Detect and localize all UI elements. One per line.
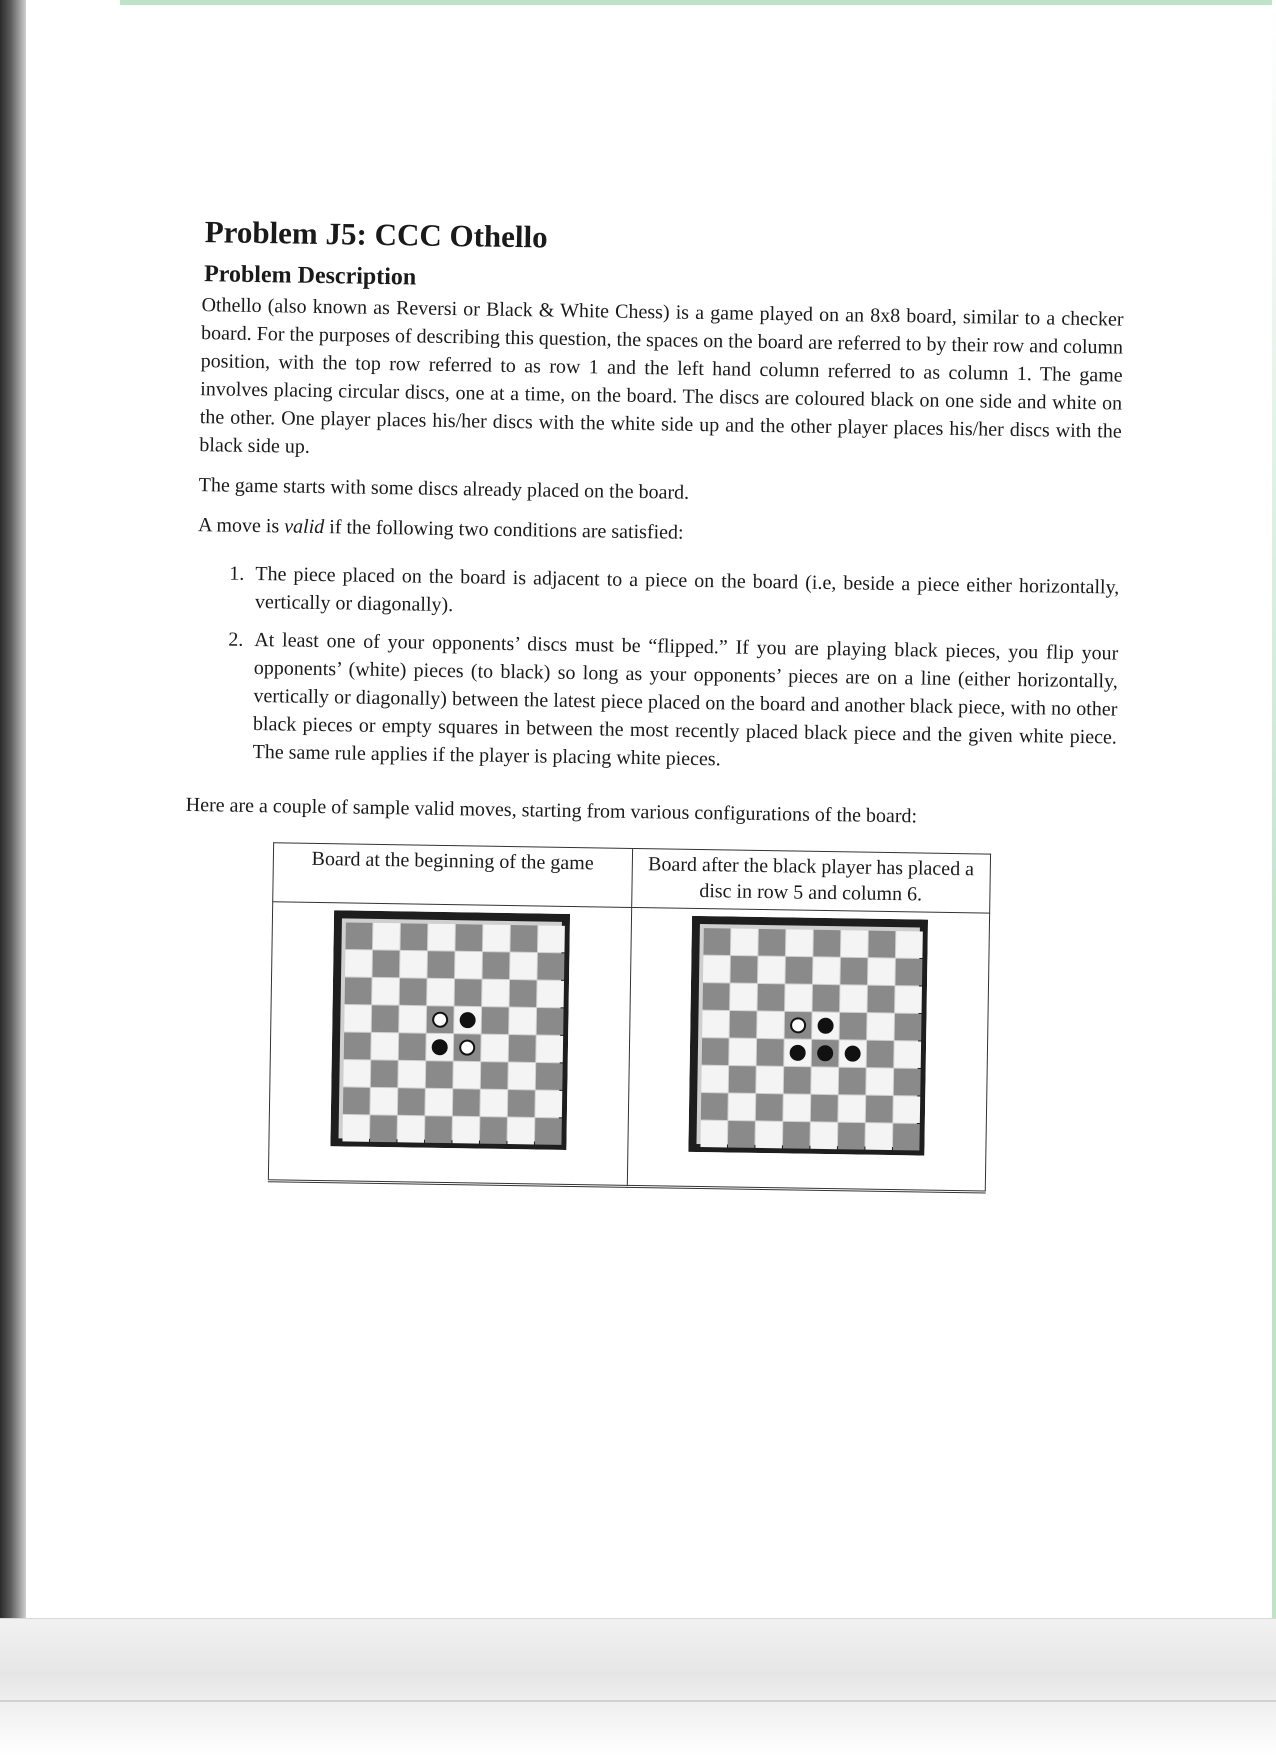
board-square [756,1094,783,1121]
condition-item: 2. At least one of your opponents’ discs must be “flipped.” If you are playing black pieces, you flip your opponents’ (white) pieces (to black) so long as your opponents’ pieces are on a line (either horizontally, vertically or diagonally) between the latest piece placed on the board and another black piece, with no other black pieces or empty squares in between the most recently placed black piece and the given white piece. The same rule applies if the player is placing white pieces. [246,626,1118,780]
board-square [482,953,509,980]
board-square [481,1008,508,1035]
board-square [455,952,482,979]
black-disc [432,1041,446,1055]
othello-board-initial [330,911,570,1151]
board-square [811,1095,838,1122]
scan-top-edge [120,0,1276,5]
board-square [786,930,813,957]
board-square [480,1090,507,1117]
board-square [759,929,786,956]
white-disc [791,1019,805,1033]
board-square [508,1036,535,1063]
board-square [425,1117,452,1144]
board-square [426,1062,453,1089]
black-disc [791,1046,805,1060]
board-square [757,1067,784,1094]
board-square [370,1088,397,1115]
black-disc [819,1019,833,1033]
board-square [344,1033,371,1060]
board-square [813,958,840,985]
board-square [866,1096,893,1123]
board-square [343,1060,370,1087]
board-square [894,1069,921,1096]
board-square [455,925,482,952]
board-square [731,956,758,983]
scan-bottom-edge [0,1618,1276,1756]
board-square [536,1008,563,1035]
board-square [427,952,454,979]
cell-after-move-board [627,908,990,1193]
board-square [483,925,510,952]
board-square [344,1005,371,1032]
board-square [729,1039,756,1066]
board-square [730,984,757,1011]
header-initial-board: Board at the beginning of the game [273,843,632,908]
board-square [785,985,812,1012]
board-square [868,986,895,1013]
board-square [704,929,731,956]
board-square [840,1013,867,1040]
page-title: Problem J5: CCC Othello [204,214,548,255]
board-square [703,956,730,983]
board-square [398,1089,425,1116]
board-square [757,1039,784,1066]
section-heading: Problem Description [203,261,417,291]
board-square [481,1063,508,1090]
board-square [895,1014,922,1041]
board-square [702,1039,729,1066]
condition-item: 1. The piece placed on the board is adjacent to a piece on the board (i.e, beside a piece either horizontally, vertically or diagonally). [249,560,1120,630]
black-disc [818,1047,832,1061]
board-square [758,957,785,984]
board-square [894,1042,921,1069]
board-square [342,1115,369,1142]
header-after-move-board: Board after the black player has placed a disc in row 5 and column 6. [631,849,990,914]
sample-intro: Here are a couple of sample valid moves, starting from various configurations of the board: [185,794,918,828]
board-square [730,1011,757,1038]
board-square [399,979,426,1006]
board-square [400,924,427,951]
board-square [507,1118,534,1145]
board-square [758,984,785,1011]
board-square [372,978,399,1005]
board-square [867,1041,894,1068]
board-square [839,1068,866,1095]
board-square [702,1011,729,1038]
board-square [869,931,896,958]
scan-bottom-line [0,1700,1276,1702]
board-square [786,957,813,984]
board-square [345,950,372,977]
board-square [866,1124,893,1151]
cell-initial-board [268,902,631,1187]
board-square [702,1066,729,1093]
white-disc [460,1041,474,1055]
board-square [343,1088,370,1115]
board-square [371,1061,398,1088]
intro-paragraph: Othello (also known as Reversi or Black & White Chess) is a game played on an 8x8 board, similar to a checker board. For the purposes of describing this question, the spaces on the board are referred to by their row and column position, with the top row referred to as row 1 and the left hand column referred to as column 1. The game involves placing circular discs, one at a time, on the board. The discs are coloured black on one side and white on the other. One player places his/her discs with the white side up and the other player places his/her discs with the black side up. [199,294,1124,459]
board-square [701,1094,728,1121]
board-square [371,1033,398,1060]
board-square [345,923,372,950]
board-square [784,1067,811,1094]
board-square [536,1063,563,1090]
board-square [509,1008,536,1035]
board-square [371,1006,398,1033]
black-disc [846,1047,860,1061]
board-square [509,981,536,1008]
board-square [536,1036,563,1063]
document-page [180,215,1125,1196]
board-square [728,1121,755,1148]
board-square [814,930,841,957]
conditions-list [186,559,1119,780]
board-square [867,1069,894,1096]
white-disc [433,1013,447,1027]
valid-move-emphasis: valid [284,515,325,539]
boards-table-row [268,902,989,1192]
board-square [454,980,481,1007]
board-square [867,1014,894,1041]
board-square [508,1063,535,1090]
board-square [838,1123,865,1150]
board-square [703,984,730,1011]
board-square [729,1066,756,1093]
board-square [453,1062,480,1089]
board-square [427,979,454,1006]
board-square [510,926,537,953]
board-square [729,1094,756,1121]
board-square [398,1061,425,1088]
board-square [398,1034,425,1061]
board-square [425,1089,452,1116]
board-square [896,932,923,959]
board-square [428,924,455,951]
board-square [535,1091,562,1118]
board-square [783,1122,810,1149]
othello-board-after-move [689,916,929,1156]
board-square [784,1095,811,1122]
board-square [731,929,758,956]
board-square [811,1123,838,1150]
board-square [841,931,868,958]
board-square [372,951,399,978]
board-square [701,1121,728,1148]
board-square [757,1012,784,1039]
board-square [508,1091,535,1118]
board-square [537,953,564,980]
start-paragraph: The game starts with some discs already placed on the board. [198,474,690,505]
valid-move-prefix: A move is [197,514,285,538]
board-square [400,951,427,978]
board-square [344,978,371,1005]
valid-move-suffix: if the following two conditions are satisfied: [324,516,684,545]
board-square [896,959,923,986]
board-square [399,1006,426,1033]
board-square [453,1090,480,1117]
board-square [482,980,509,1007]
board-square [370,1116,397,1143]
board-square [894,1097,921,1124]
board-square [538,926,565,953]
board-square [480,1118,507,1145]
board-square [841,958,868,985]
valid-move-paragraph [198,512,1120,554]
board-square [840,986,867,1013]
board-square [893,1124,920,1151]
board-square [481,1035,508,1062]
scan-right-edge [1272,0,1276,1660]
board-square [839,1096,866,1123]
board-square [397,1116,424,1143]
board-square [452,1117,479,1144]
board-square [895,987,922,1014]
scan-left-edge [0,0,26,1755]
boards-table [268,843,991,1194]
board-square [373,923,400,950]
board-square [812,1068,839,1095]
board-square [868,959,895,986]
board-square [756,1122,783,1149]
board-square [535,1118,562,1145]
board-square [813,985,840,1012]
black-disc [460,1014,474,1028]
board-square [510,953,537,980]
board-square [537,981,564,1008]
